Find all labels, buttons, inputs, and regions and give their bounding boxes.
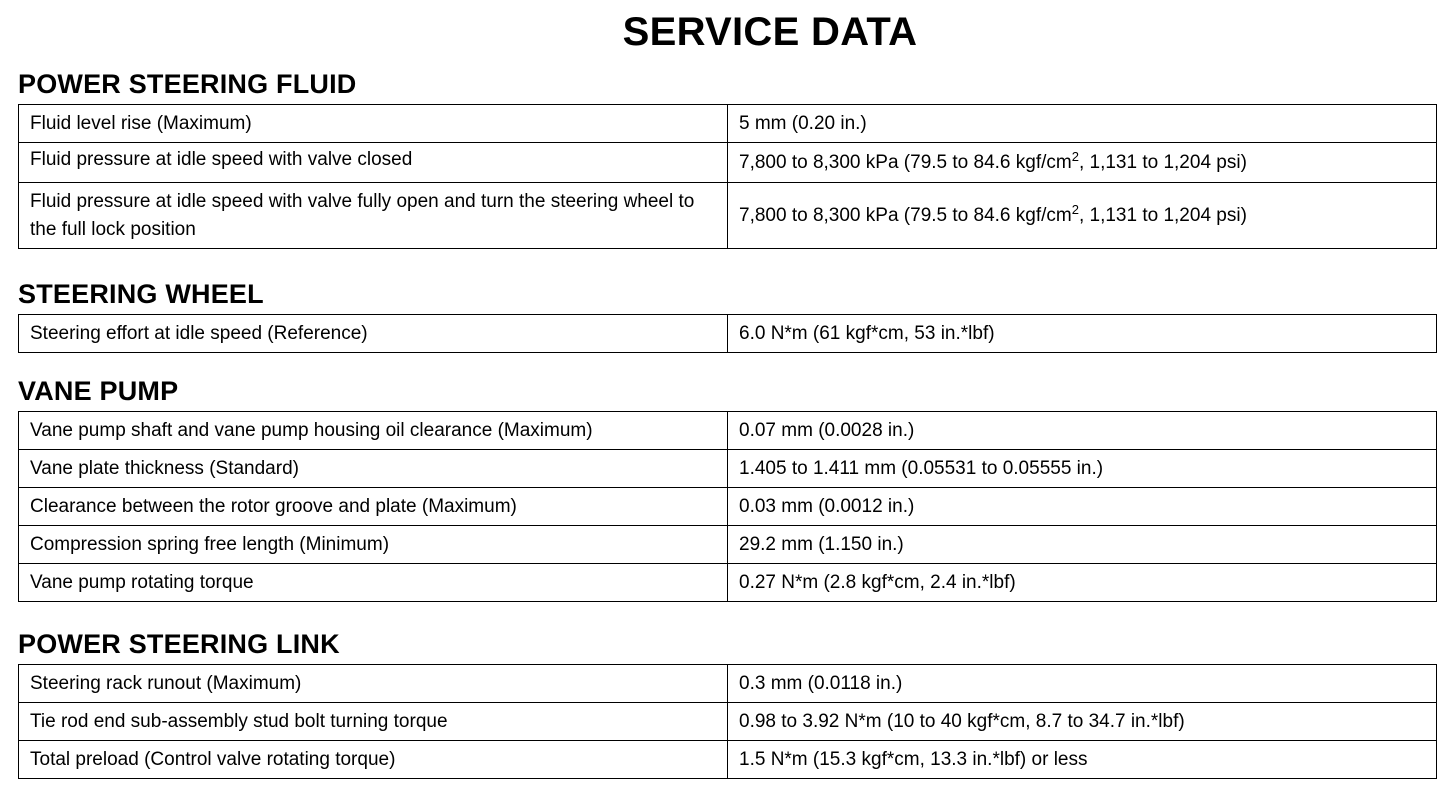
spec-label: Steering effort at idle speed (Reference) xyxy=(19,315,728,353)
section-steering-wheel xyxy=(18,280,1434,353)
table-row xyxy=(19,564,1437,602)
spec-label: Tie rod end sub-assembly stud bolt turning torque xyxy=(19,703,728,741)
table-row xyxy=(19,450,1437,488)
spec-label: Fluid pressure at idle speed with valve fully open and turn the steering wheel to the full lock position xyxy=(19,183,728,249)
section-power-steering-link xyxy=(18,630,1434,779)
spec-label: Vane pump shaft and vane pump housing oil clearance (Maximum) xyxy=(19,412,728,450)
spec-table-vane-pump xyxy=(18,411,1437,602)
table-row xyxy=(19,412,1437,450)
table-row xyxy=(19,526,1437,564)
spec-value: 0.3 mm (0.0118 in.) xyxy=(728,665,1437,703)
table-row xyxy=(19,665,1437,703)
section-heading: POWER STEERING FLUID xyxy=(18,69,357,99)
page-title: SERVICE DATA xyxy=(622,10,918,54)
spec-table-steering-wheel xyxy=(18,314,1437,353)
spec-value: 5 mm (0.20 in.) xyxy=(728,105,1437,143)
section-vane-pump xyxy=(18,377,1434,602)
spec-label: Total preload (Control valve rotating torque) xyxy=(19,741,728,779)
spec-label: Vane plate thickness (Standard) xyxy=(19,450,728,488)
spec-table-power-steering-fluid xyxy=(18,104,1437,249)
spec-value: 29.2 mm (1.150 in.) xyxy=(728,526,1437,564)
spec-value-rest: , 1,131 to 1,204 psi) xyxy=(1078,205,1247,226)
spec-value xyxy=(728,143,1437,183)
spec-value-rest: , 1,131 to 1,204 psi) xyxy=(1078,152,1247,173)
table-row xyxy=(19,183,1437,249)
table-row xyxy=(19,105,1437,143)
spec-label: Steering rack runout (Maximum) xyxy=(19,665,728,703)
section-heading: STEERING WHEEL xyxy=(18,279,264,309)
spec-value: 1.5 N*m (15.3 kgf*cm, 13.3 in.*lbf) or less xyxy=(728,741,1437,779)
section-power-steering-fluid xyxy=(18,70,1434,249)
spec-value: 0.03 mm (0.0012 in.) xyxy=(728,488,1437,526)
spec-label: Fluid pressure at idle speed with valve closed xyxy=(19,143,728,183)
spec-table-power-steering-link xyxy=(18,664,1437,779)
table-row xyxy=(19,488,1437,526)
table-row xyxy=(19,741,1437,779)
spec-value: 0.27 N*m (2.8 kgf*cm, 2.4 in.*lbf) xyxy=(728,564,1437,602)
spec-label: Vane pump rotating torque xyxy=(19,564,728,602)
spec-value: 1.405 to 1.411 mm (0.05531 to 0.05555 in.) xyxy=(728,450,1437,488)
spec-label: Compression spring free length (Minimum) xyxy=(19,526,728,564)
section-heading: POWER STEERING LINK xyxy=(18,629,340,659)
table-row xyxy=(19,143,1437,183)
section-heading: VANE PUMP xyxy=(18,376,179,406)
spec-value-main: 7,800 to 8,300 kPa (79.5 to 84.6 kgf/cm xyxy=(739,205,1072,226)
table-row xyxy=(19,315,1437,353)
spec-label: Fluid level rise (Maximum) xyxy=(19,105,728,143)
spec-value: 6.0 N*m (61 kgf*cm, 53 in.*lbf) xyxy=(728,315,1437,353)
spec-value-main: 7,800 to 8,300 kPa (79.5 to 84.6 kgf/cm xyxy=(739,152,1072,173)
spec-value: 0.07 mm (0.0028 in.) xyxy=(728,412,1437,450)
superscript: 2 xyxy=(1071,149,1079,164)
table-row xyxy=(19,703,1437,741)
spec-value xyxy=(728,183,1437,249)
superscript: 2 xyxy=(1071,202,1079,217)
spec-label: Clearance between the rotor groove and plate (Maximum) xyxy=(19,488,728,526)
spec-value: 0.98 to 3.92 N*m (10 to 40 kgf*cm, 8.7 to 34.7 in.*lbf) xyxy=(728,703,1437,741)
